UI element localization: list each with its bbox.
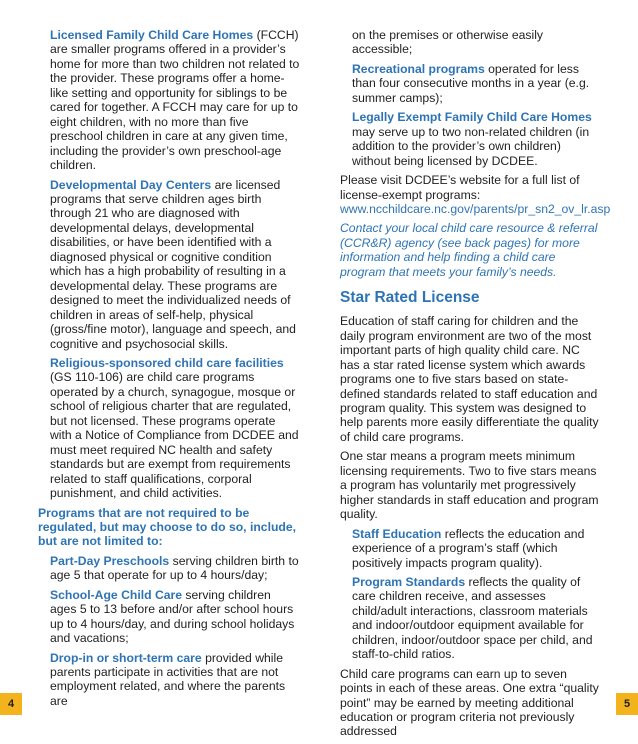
- dcdee-url-link[interactable]: www.ncchildcare.nc.gov/parents/pr_sn2_ov_lr.asp: [340, 201, 611, 216]
- staff-education-term: Staff Education: [352, 526, 442, 541]
- points-paragraph: Child care programs can earn up to seven points in each of these areas. One extra “quality point” may be earned by meeting additional education or program criteria not previously addressed: [340, 666, 599, 739]
- drop-in-continued: on the premises or otherwise easily accessible;: [352, 28, 544, 57]
- part-day-text: serving children birth to age 5 that operate for up to 4 hours/day;: [50, 553, 299, 583]
- recreational-paragraph: [340, 62, 602, 105]
- drop-in-term: Drop-in or short-term care: [50, 650, 202, 665]
- drop-in-paragraph: [38, 651, 300, 709]
- school-age-term: School-Age Child Care: [50, 587, 183, 602]
- page-number-left: 4: [0, 693, 22, 715]
- program-standards-paragraph: [340, 575, 602, 662]
- recreational-term: Recreational programs: [352, 61, 485, 76]
- ddc-paragraph: [38, 178, 300, 351]
- page-number-right: 5: [616, 693, 638, 715]
- religious-term: Religious-sponsored child care facilities: [50, 355, 284, 370]
- program-standards-text: reflects the quality of care children receive, and assesses child/adult interactions, classroom materials and indoor/outdoor equipment available for children, indoor/outdoor space per child, and staff-to-child ratios.: [352, 574, 593, 662]
- staff-education-text: reflects the education and experience of a program’s staff (which positively impacts program quality).: [352, 526, 585, 570]
- ddc-text: are licensed programs that serve children ages birth through 21 who are diagnosed with developmental delays, developmental disabilities, or have been identified with a diagnosed physical or cognitive condition which has a high probability of resulting in a developmental delay. These programs are designed to meet the individualized needs of children in areas of self-help, physical (gross/fine motor), language and speech, and cognitive and psychosocial skills.: [50, 177, 296, 351]
- visit-text: Please visit DCDEE’s website for a full list of license-exempt programs:: [340, 173, 580, 202]
- contact-paragraph: Contact your local child care resource & referral (CCR&R) agency (see back pages) for more information and help finding a child care program that meets your family’s needs.: [340, 221, 598, 279]
- religious-text: (GS 110-106) are child care programs operated by a church, synagogue, mosque or school of religious charter that are regulated, but not licensed. These programs operate with a Notice of Compliance from DCDEE and must meet required NC health and safety standards but are exempt from requirements related to staff qualifications, corporal punishment, and child activities.: [50, 370, 299, 501]
- drop-in-text: provided while parents participate in activities that are not employment related, and where the parents are: [50, 650, 286, 708]
- star-paragraph-2: One star means a program meets minimum licensing requirements. Two to five stars means a program has voluntarily met progressively higher standards in staff education and program quality.: [340, 449, 599, 522]
- school-age-text: serving children ages 5 to 13 before and/or after school hours up to 4 hours/day, and during school holidays and vacations;: [50, 587, 295, 646]
- program-standards-term: Program Standards: [352, 574, 466, 589]
- religious-paragraph: [38, 356, 300, 501]
- star-paragraph-1: Education of staff caring for children and the daily program environment are two of the most important parts of high quality child care. NC has a star rated license system which awards programs one to five stars based on state-defined standards related to staff education and program quality. This system was designed to help parents more easily differentiate the quality of child care programs.: [340, 314, 599, 444]
- staff-education-paragraph: [340, 527, 602, 570]
- legally-exempt-paragraph: [340, 110, 602, 168]
- legally-exempt-term: Legally Exempt Family Child Care Homes: [352, 110, 592, 125]
- ddc-term: Developmental Day Centers: [50, 177, 212, 192]
- recreational-text: operated for less than four consecutive months in a year (e.g. summer camps);: [352, 61, 590, 105]
- school-age-paragraph: [38, 588, 300, 646]
- legally-exempt-text: may serve up to two non-related children (in addition to the provider’s own children) without being licensed by DCDEE.: [352, 124, 590, 168]
- visit-paragraph: [340, 173, 611, 216]
- fcch-text: (FCCH) are smaller programs offered in a provider’s home for more than two children not related to the provider. These programs offer a home-like setting and opportunity for siblings to be cared for together. A FCCH may care for up to eight children, with no more than five preschool children in care at any given time, including the provider’s own preschool-age children.: [50, 28, 300, 173]
- part-day-paragraph: [38, 554, 300, 583]
- not-required-heading: Programs that are not required to be regulated, but may choose to do so, include, but are not limited to:: [38, 505, 297, 549]
- part-day-term: Part-Day Preschools: [50, 553, 170, 568]
- fcch-paragraph: [38, 28, 300, 173]
- fcch-term: Licensed Family Child Care Homes: [50, 28, 254, 42]
- left-page-column: [38, 28, 300, 713]
- star-rated-heading: Star Rated License: [340, 289, 480, 307]
- right-page-column: [340, 28, 611, 744]
